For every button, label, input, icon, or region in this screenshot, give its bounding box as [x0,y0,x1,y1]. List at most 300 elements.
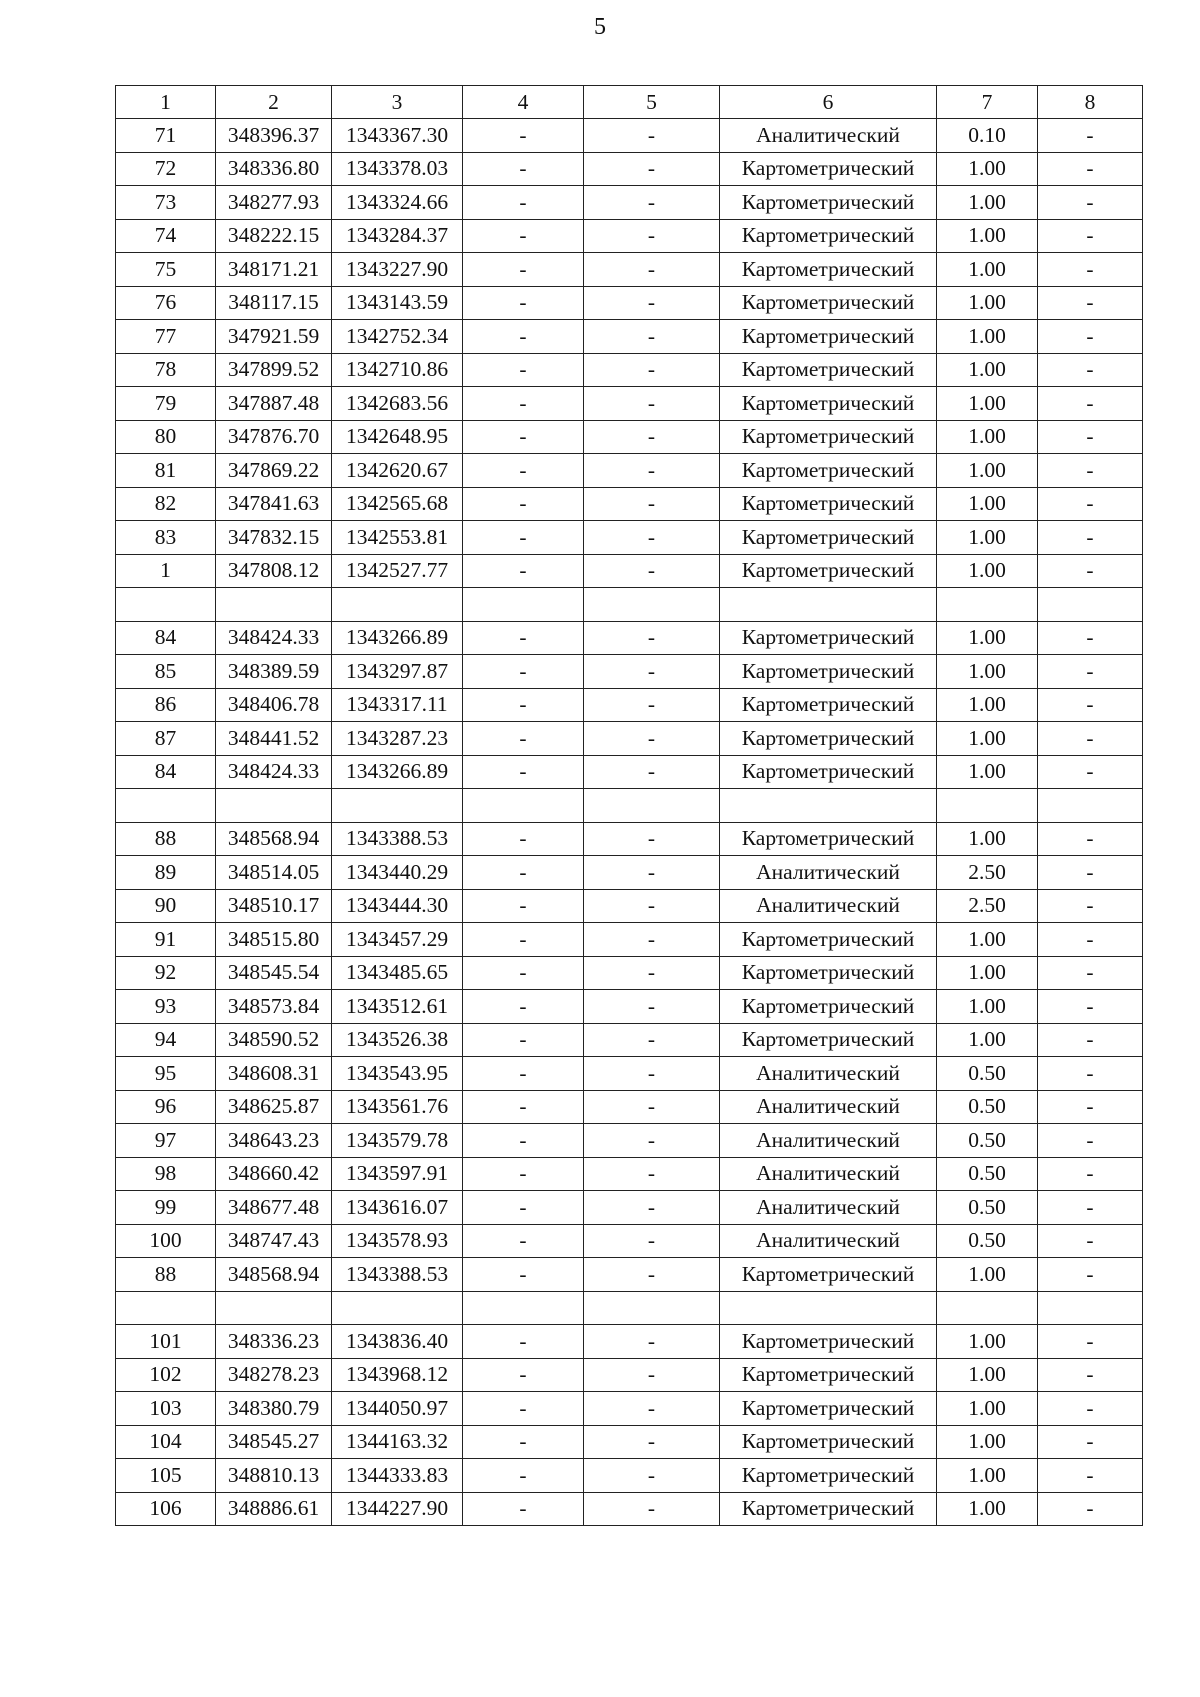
table-row [116,253,1143,287]
cell-coord-y: 1343227.90 [332,253,463,287]
cell-coord-y: 1343579.78 [332,1124,463,1158]
cell-col-4: - [463,420,584,454]
cell-coord-y: 1344227.90 [332,1492,463,1526]
cell-col-4: - [463,688,584,722]
cell-col-4: - [463,856,584,890]
cell-col-4: - [463,1124,584,1158]
cell-col-5: - [584,521,720,555]
cell-col-5 [584,789,720,823]
table-row [116,923,1143,957]
cell-coord-y: 1343266.89 [332,755,463,789]
cell-col-8: - [1038,1258,1143,1292]
cell-point-number: 77 [116,320,216,354]
cell-col-5: - [584,1392,720,1426]
table-row [116,152,1143,186]
cell-col-8: - [1038,1057,1143,1091]
cell-col-4: - [463,186,584,220]
cell-col-5: - [584,755,720,789]
table-row [116,1124,1143,1158]
cell-method: Картометрический [720,253,937,287]
cell-coord-x: 348278.23 [216,1358,332,1392]
cell-point-number [116,588,216,622]
cell-accuracy: 1.00 [937,1492,1038,1526]
cell-point-number: 86 [116,688,216,722]
cell-coord-x: 347876.70 [216,420,332,454]
cell-col-8: - [1038,655,1143,689]
cell-accuracy: 1.00 [937,923,1038,957]
cell-method: Картометрический [720,186,937,220]
cell-col-4: - [463,990,584,1024]
column-header-2: 2 [216,86,332,119]
cell-method: Аналитический [720,1191,937,1225]
cell-point-number: 100 [116,1224,216,1258]
cell-accuracy: 1.00 [937,822,1038,856]
cell-accuracy: 1.00 [937,1258,1038,1292]
cell-method: Картометрический [720,822,937,856]
cell-coord-y: 1344333.83 [332,1459,463,1493]
cell-accuracy: 1.00 [937,1358,1038,1392]
cell-col-5: - [584,286,720,320]
cell-point-number: 106 [116,1492,216,1526]
cell-col-8: - [1038,1492,1143,1526]
cell-coord-y: 1343578.93 [332,1224,463,1258]
cell-col-5 [584,588,720,622]
cell-col-8: - [1038,1425,1143,1459]
cell-coord-y: 1343143.59 [332,286,463,320]
cell-col-4: - [463,1358,584,1392]
table-row [116,186,1143,220]
table-row [116,1191,1143,1225]
cell-accuracy: 1.00 [937,186,1038,220]
cell-point-number: 93 [116,990,216,1024]
cell-method: Картометрический [720,420,937,454]
cell-col-4: - [463,923,584,957]
cell-col-8: - [1038,353,1143,387]
cell-coord-y: 1343388.53 [332,822,463,856]
cell-method: Картометрический [720,1325,937,1359]
cell-coord-x: 348396.37 [216,119,332,153]
cell-method: Картометрический [720,990,937,1024]
cell-coord-y: 1343324.66 [332,186,463,220]
cell-col-5: - [584,956,720,990]
cell-point-number: 89 [116,856,216,890]
cell-coord-y: 1343543.95 [332,1057,463,1091]
cell-col-5: - [584,1224,720,1258]
cell-point-number: 74 [116,219,216,253]
cell-point-number: 76 [116,286,216,320]
cell-accuracy: 2.50 [937,856,1038,890]
cell-point-number [116,789,216,823]
cell-col-5: - [584,1492,720,1526]
cell-col-5: - [584,1459,720,1493]
cell-method: Картометрический [720,923,937,957]
cell-col-4: - [463,521,584,555]
cell-col-5: - [584,454,720,488]
cell-col-5: - [584,420,720,454]
cell-coord-x: 348424.33 [216,755,332,789]
cell-col-8: - [1038,1325,1143,1359]
cell-method: Картометрический [720,1258,937,1292]
cell-col-4: - [463,822,584,856]
cell-col-4: - [463,1459,584,1493]
cell-col-5: - [584,1258,720,1292]
cell-coord-x: 348424.33 [216,621,332,655]
cell-accuracy: 1.00 [937,253,1038,287]
cell-method: Картометрический [720,1459,937,1493]
cell-point-number: 95 [116,1057,216,1091]
cell-col-5: - [584,1157,720,1191]
cell-accuracy: 1.00 [937,722,1038,756]
cell-coord-y: 1343378.03 [332,152,463,186]
cell-accuracy: 1.00 [937,990,1038,1024]
cell-col-8: - [1038,454,1143,488]
cell-accuracy: 2.50 [937,889,1038,923]
cell-coord-y: 1343836.40 [332,1325,463,1359]
cell-col-8: - [1038,621,1143,655]
cell-col-5: - [584,889,720,923]
cell-point-number: 101 [116,1325,216,1359]
cell-col-8: - [1038,856,1143,890]
cell-point-number: 96 [116,1090,216,1124]
table-row [116,1224,1143,1258]
cell-col-4: - [463,889,584,923]
cell-point-number: 88 [116,1258,216,1292]
cell-col-5: - [584,990,720,1024]
cell-coord-y: 1343266.89 [332,621,463,655]
cell-col-5: - [584,554,720,588]
cell-col-8: - [1038,822,1143,856]
cell-coord-x: 348590.52 [216,1023,332,1057]
table-row [116,387,1143,421]
cell-col-4 [463,789,584,823]
cell-col-4: - [463,1057,584,1091]
cell-col-4: - [463,1023,584,1057]
table-row [116,990,1143,1024]
cell-col-4 [463,1291,584,1325]
cell-accuracy: 1.00 [937,521,1038,555]
cell-accuracy: 1.00 [937,1325,1038,1359]
cell-accuracy: 0.50 [937,1124,1038,1158]
cell-point-number: 92 [116,956,216,990]
cell-coord-y [332,588,463,622]
cell-method: Картометрический [720,1425,937,1459]
cell-accuracy: 1.00 [937,1425,1038,1459]
cell-col-8: - [1038,387,1143,421]
cell-accuracy: 1.00 [937,420,1038,454]
cell-coord-x: 348568.94 [216,1258,332,1292]
table-row [116,1090,1143,1124]
cell-col-8: - [1038,1459,1143,1493]
cell-col-5: - [584,1023,720,1057]
cell-coord-y: 1342527.77 [332,554,463,588]
cell-method: Картометрический [720,1358,937,1392]
cell-method: Аналитический [720,119,937,153]
cell-accuracy: 1.00 [937,286,1038,320]
table-row [116,1258,1143,1292]
cell-point-number: 72 [116,152,216,186]
cell-coord-x: 348277.93 [216,186,332,220]
cell-point-number: 87 [116,722,216,756]
cell-method: Картометрический [720,152,937,186]
table-row [116,722,1143,756]
cell-col-8: - [1038,219,1143,253]
cell-col-8: - [1038,755,1143,789]
cell-coord-x [216,789,332,823]
cell-coord-y: 1343616.07 [332,1191,463,1225]
cell-method: Аналитический [720,1124,937,1158]
table-row [116,353,1143,387]
cell-coord-x: 348515.80 [216,923,332,957]
cell-point-number: 90 [116,889,216,923]
cell-point-number [116,1291,216,1325]
column-header-7: 7 [937,86,1038,119]
cell-coord-y: 1343512.61 [332,990,463,1024]
table-row [116,286,1143,320]
cell-coord-x: 348660.42 [216,1157,332,1191]
cell-method: Картометрический [720,621,937,655]
cell-coord-x: 348514.05 [216,856,332,890]
cell-col-8: - [1038,722,1143,756]
cell-coord-y: 1342752.34 [332,320,463,354]
page-number: 5 [594,14,606,40]
cell-col-4: - [463,1392,584,1426]
cell-point-number: 97 [116,1124,216,1158]
cell-col-5: - [584,119,720,153]
table-header-row [116,86,1143,119]
cell-point-number: 105 [116,1459,216,1493]
cell-accuracy: 1.00 [937,1392,1038,1426]
cell-coord-y: 1343287.23 [332,722,463,756]
cell-coord-y: 1342710.86 [332,353,463,387]
table-row [116,1023,1143,1057]
cell-coord-x: 348677.48 [216,1191,332,1225]
cell-method: Картометрический [720,454,937,488]
cell-method: Аналитический [720,1057,937,1091]
cell-accuracy: 1.00 [937,1459,1038,1493]
table-row [116,889,1143,923]
cell-method: Аналитический [720,856,937,890]
table-row [116,755,1143,789]
cell-col-5: - [584,253,720,287]
cell-col-4: - [463,387,584,421]
cell-col-8: - [1038,1023,1143,1057]
cell-coord-x [216,588,332,622]
cell-accuracy: 0.50 [937,1157,1038,1191]
cell-col-4: - [463,1157,584,1191]
cell-col-8: - [1038,521,1143,555]
cell-col-5: - [584,722,720,756]
cell-col-8: - [1038,1224,1143,1258]
cell-coord-x: 347899.52 [216,353,332,387]
cell-col-5: - [584,621,720,655]
cell-col-5: - [584,1057,720,1091]
cell-method: Картометрический [720,755,937,789]
cell-col-4: - [463,722,584,756]
cell-col-8 [1038,588,1143,622]
cell-point-number: 99 [116,1191,216,1225]
cell-col-8: - [1038,923,1143,957]
cell-col-8: - [1038,320,1143,354]
cell-col-4: - [463,1191,584,1225]
cell-col-4: - [463,286,584,320]
cell-coord-y: 1343526.38 [332,1023,463,1057]
cell-col-8: - [1038,889,1143,923]
cell-col-4: - [463,755,584,789]
cell-col-4: - [463,1224,584,1258]
cell-coord-x: 348406.78 [216,688,332,722]
cell-col-8: - [1038,186,1143,220]
cell-col-8: - [1038,420,1143,454]
cell-coord-x: 348336.23 [216,1325,332,1359]
table-row [116,420,1143,454]
cell-coord-x: 348810.13 [216,1459,332,1493]
cell-method: Картометрический [720,1392,937,1426]
cell-accuracy [937,588,1038,622]
cell-method: Картометрический [720,554,937,588]
cell-point-number: 73 [116,186,216,220]
cell-coord-y: 1344163.32 [332,1425,463,1459]
cell-accuracy [937,1291,1038,1325]
table-row [116,454,1143,488]
cell-coord-x: 348625.87 [216,1090,332,1124]
table-row [116,1325,1143,1359]
cell-coord-y: 1343457.29 [332,923,463,957]
cell-method: Аналитический [720,1090,937,1124]
cell-coord-y: 1343317.11 [332,688,463,722]
cell-col-5 [584,1291,720,1325]
table-row [116,487,1143,521]
cell-coord-x: 348171.21 [216,253,332,287]
cell-coord-x: 348573.84 [216,990,332,1024]
cell-method: Картометрический [720,387,937,421]
cell-coord-x: 347921.59 [216,320,332,354]
cell-coord-y: 1343440.29 [332,856,463,890]
cell-point-number: 79 [116,387,216,421]
cell-point-number: 84 [116,755,216,789]
table-separator-row [116,588,1143,622]
cell-point-number: 94 [116,1023,216,1057]
table-row [116,1358,1143,1392]
cell-accuracy: 1.00 [937,353,1038,387]
cell-coord-y: 1342648.95 [332,420,463,454]
cell-coord-x: 348747.43 [216,1224,332,1258]
cell-col-5: - [584,822,720,856]
cell-col-8: - [1038,487,1143,521]
cell-accuracy [937,789,1038,823]
table-row [116,1392,1143,1426]
cell-coord-x: 348380.79 [216,1392,332,1426]
cell-method: Картометрический [720,353,937,387]
cell-coord-x: 348886.61 [216,1492,332,1526]
cell-accuracy: 1.00 [937,755,1038,789]
cell-col-5: - [584,219,720,253]
cell-coord-y: 1343388.53 [332,1258,463,1292]
cell-method: Картометрический [720,219,937,253]
cell-col-4: - [463,956,584,990]
cell-method [720,588,937,622]
table-row [116,554,1143,588]
cell-accuracy: 0.50 [937,1191,1038,1225]
column-header-1: 1 [116,86,216,119]
cell-coord-y: 1343561.76 [332,1090,463,1124]
cell-coord-x: 348389.59 [216,655,332,689]
cell-col-4: - [463,554,584,588]
cell-coord-y [332,789,463,823]
cell-col-4: - [463,1425,584,1459]
cell-coord-y: 1343968.12 [332,1358,463,1392]
table-separator-row [116,1291,1143,1325]
cell-method: Картометрический [720,956,937,990]
cell-col-4: - [463,1090,584,1124]
cell-col-5: - [584,1325,720,1359]
cell-col-4 [463,588,584,622]
cell-col-8: - [1038,253,1143,287]
cell-col-5: - [584,923,720,957]
table-row [116,688,1143,722]
cell-coord-x: 347869.22 [216,454,332,488]
cell-col-5: - [584,353,720,387]
cell-method: Картометрический [720,722,937,756]
cell-point-number: 84 [116,621,216,655]
column-header-8: 8 [1038,86,1143,119]
cell-coord-x: 348545.27 [216,1425,332,1459]
column-header-6: 6 [720,86,937,119]
cell-method: Картометрический [720,487,937,521]
cell-coord-x: 348510.17 [216,889,332,923]
cell-accuracy: 1.00 [937,320,1038,354]
cell-accuracy: 1.00 [937,956,1038,990]
cell-coord-x: 348545.54 [216,956,332,990]
cell-col-5: - [584,655,720,689]
cell-coord-y [332,1291,463,1325]
cell-accuracy: 1.00 [937,655,1038,689]
table-row [116,956,1143,990]
table-row [116,219,1143,253]
cell-method: Картометрический [720,320,937,354]
cell-coord-x [216,1291,332,1325]
cell-coord-y: 1343297.87 [332,655,463,689]
cell-coord-x: 348117.15 [216,286,332,320]
column-header-3: 3 [332,86,463,119]
table-row [116,621,1143,655]
cell-col-5: - [584,1358,720,1392]
table-row [116,1459,1143,1493]
cell-method: Картометрический [720,655,937,689]
cell-col-4: - [463,1492,584,1526]
cell-coord-y: 1342565.68 [332,487,463,521]
cell-coord-y: 1343284.37 [332,219,463,253]
cell-col-4: - [463,320,584,354]
cell-col-4: - [463,487,584,521]
cell-col-5: - [584,387,720,421]
table-row [116,320,1143,354]
cell-accuracy: 1.00 [937,1023,1038,1057]
cell-accuracy: 0.50 [937,1224,1038,1258]
cell-col-8: - [1038,119,1143,153]
cell-accuracy: 1.00 [937,387,1038,421]
table-row [116,521,1143,555]
cell-method [720,1291,937,1325]
cell-accuracy: 1.00 [937,621,1038,655]
cell-coord-y: 1343367.30 [332,119,463,153]
cell-col-8: - [1038,956,1143,990]
cell-col-4: - [463,353,584,387]
cell-point-number: 85 [116,655,216,689]
cell-col-8: - [1038,286,1143,320]
table-row [116,1425,1143,1459]
cell-col-5: - [584,1191,720,1225]
cell-col-8: - [1038,1157,1143,1191]
